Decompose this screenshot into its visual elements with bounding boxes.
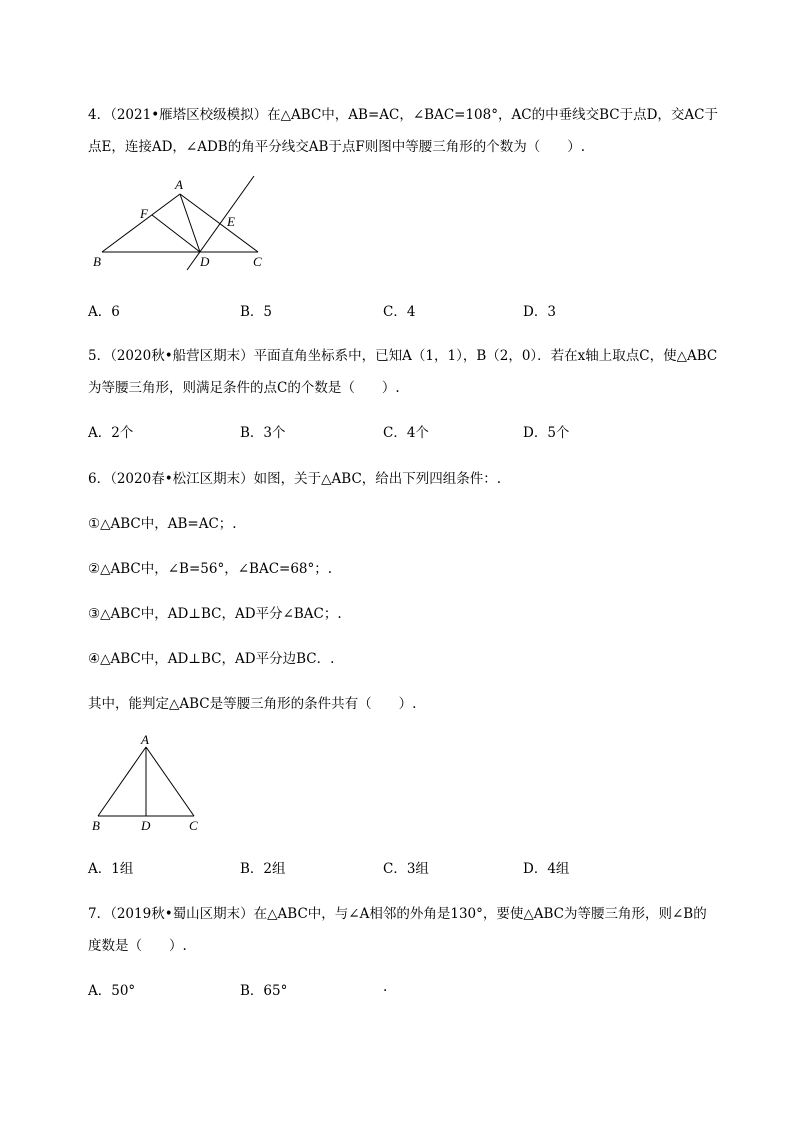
q4-segment-ad (180, 194, 200, 252)
q6-option-c: C．3组 (383, 861, 429, 877)
q5-option-a: A．2个 (88, 425, 134, 441)
q7-line-2: 度数是（ ）. (88, 938, 187, 954)
q6-label-b: B (92, 818, 100, 833)
q6-figure (88, 730, 213, 835)
q7-option-a: A．50° (88, 983, 136, 999)
q5-option-b: B．3个 (240, 425, 286, 441)
q6-condition-3: ③△ABC中，AD⊥BC，AD平分∠BAC；. (88, 606, 342, 622)
q6-option-d: D．4组 (523, 861, 570, 877)
q6-option-a: A．1组 (88, 861, 134, 877)
q6-label-c: C (189, 818, 198, 833)
q6-question: 其中，能判定△ABC是等腰三角形的条件共有（ ）. (88, 696, 417, 712)
q6-option-b: B．2组 (240, 861, 286, 877)
q4-option-b: B．5 (240, 304, 273, 320)
q4-segment-df (152, 215, 200, 252)
q4-segment-ab (102, 194, 180, 252)
q4-label-e: E (227, 214, 235, 229)
q6-segment-ac (146, 747, 194, 816)
q5-line-2: 为等腰三角形，则满足条件的点C的个数是（ ）. (88, 380, 400, 396)
q4-line-2: 点E，连接AD，∠ADB的角平分线交AB于点F则图中等腰三角形的个数为（ ）. (88, 139, 586, 155)
q4-label-b: B (93, 254, 101, 269)
q4-option-c: C．4 (383, 304, 416, 320)
q4-perpendicular-bisector (187, 176, 254, 270)
q4-label-a: A (175, 177, 183, 192)
q4-option-a: A．6 (88, 304, 120, 320)
q7-option-b: B．65° (240, 983, 288, 999)
q4-figure (90, 172, 275, 277)
q4-option-d: D．3 (523, 304, 556, 320)
q6-condition-4: ④△ABC中，AD⊥BC，AD平分边BC．. (88, 651, 335, 667)
q6-label-a: A (141, 732, 149, 747)
q4-label-f: F (140, 206, 148, 221)
q4-label-c: C (253, 254, 262, 269)
q6-label-d: D (141, 818, 151, 833)
q6-line-1: 6．（2020春•松江区期末）如图，关于△ABC，给出下列四组条件：. (88, 471, 502, 487)
q5-option-c: C．4个 (383, 425, 429, 441)
q4-label-d: D (200, 254, 210, 269)
q7-line-1: 7．（2019秋•蜀山区期末）在△ABC中，与∠A相邻的外角是130°，要使△ABC为等腰三角形，则∠B的 (88, 906, 707, 922)
q6-condition-2: ②△ABC中，∠B=56°，∠BAC=68°；. (88, 561, 333, 577)
q4-line-1: 4．（2021•雁塔区校级模拟）在△ABC中，AB=AC，∠BAC=108°，AC的中垂线交BC于点D，交AC于 (88, 107, 718, 123)
q6-condition-1: ①△ABC中，AB=AC；. (88, 516, 237, 532)
q5-option-d: D．5个 (523, 425, 570, 441)
q4-segment-ac (180, 194, 258, 252)
q5-line-1: 5．（2020秋•船营区期末）平面直角坐标系中，已知A（1，1），B（2，0）．若在x轴上取点C，使△ABC (88, 348, 718, 364)
q6-segment-ab (98, 747, 146, 816)
q7-trailing-mark: . (383, 979, 388, 995)
